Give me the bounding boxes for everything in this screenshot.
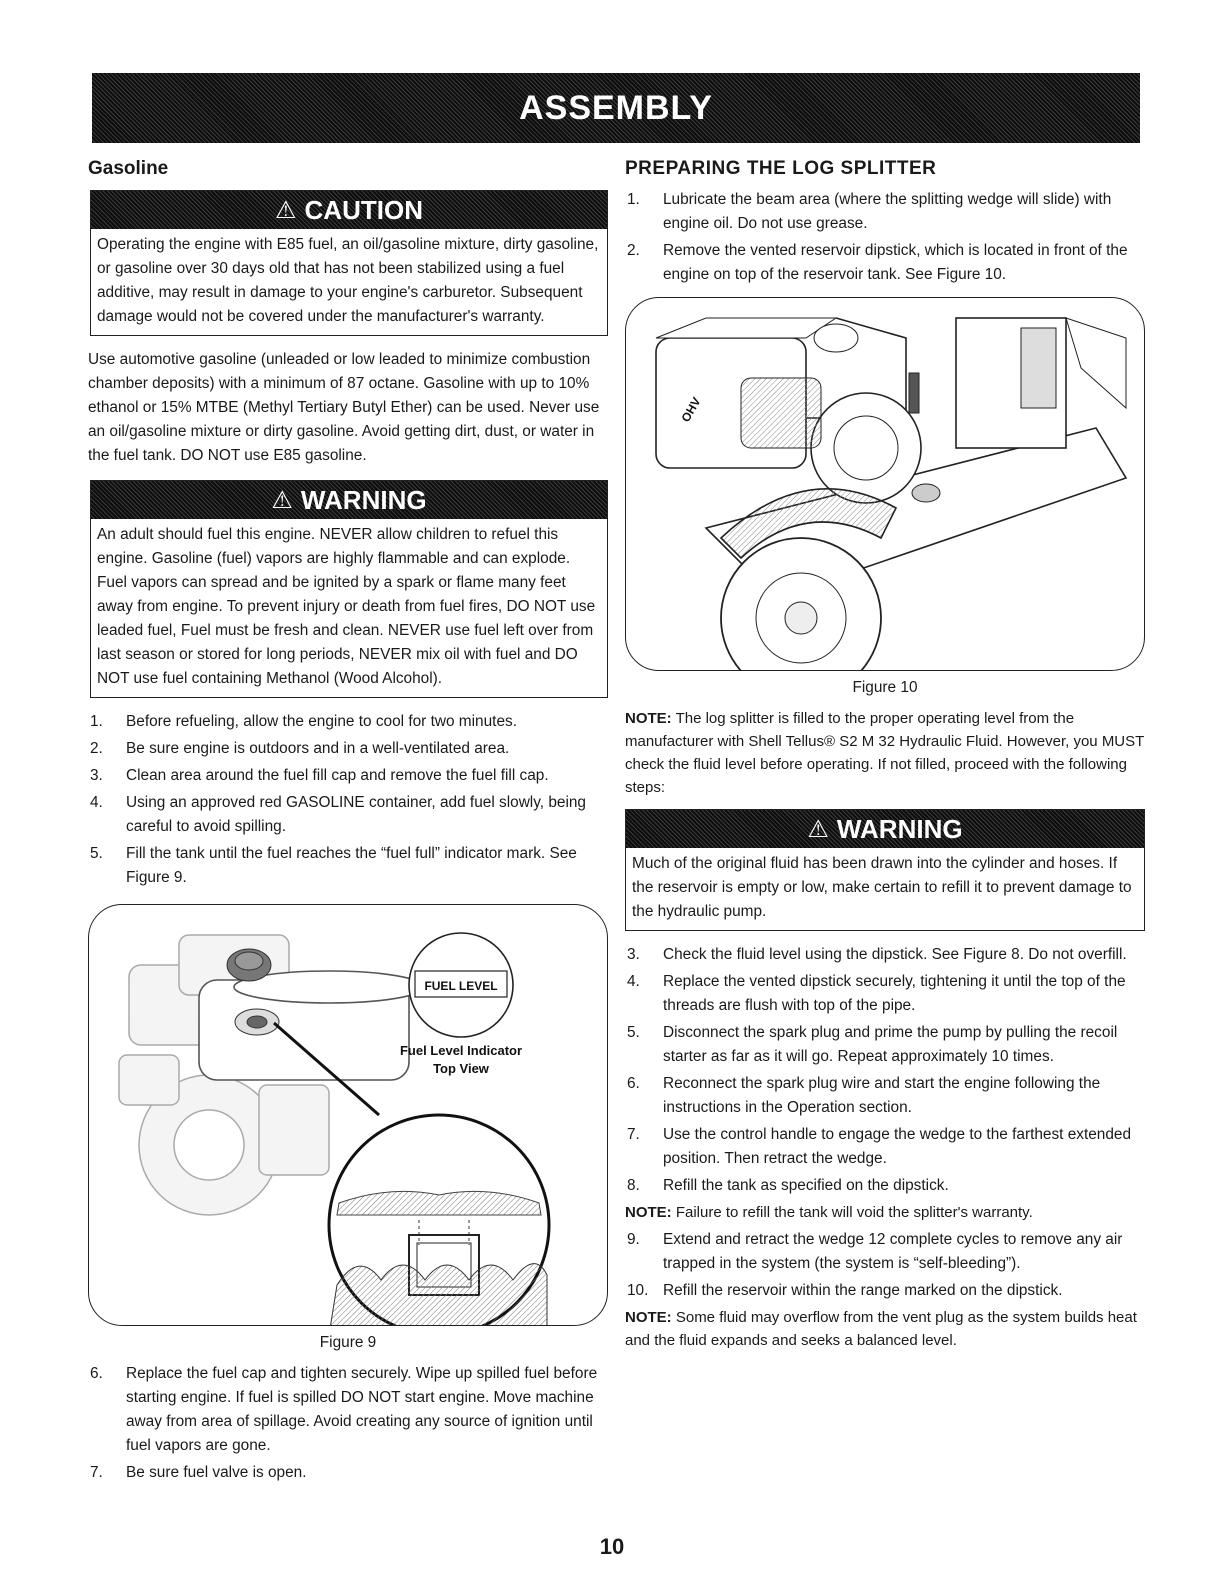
figure-9 — [88, 904, 608, 1326]
list-item: 2. Remove the vented reservoir dipstick, which is located in front of the engine on top of the reservoir tank. See Figure 10. — [627, 242, 1128, 283]
log-splitter-engine-illustration — [626, 298, 1144, 670]
caution-triangle-icon: ⚠ — [275, 196, 297, 224]
hydraulic-warning-text: Much of the original fluid has been drawn into the cylinder and hoses. If the reservoir is empty or low, make certain to refill it to prevent damage to the hydraulic pump. — [632, 855, 1132, 920]
list-item: 6. Replace the fuel cap and tighten securely. Wipe up spilled fuel before starting engine. If fuel is spilled DO NOT start engine. Move machine away from area of spillage. Avoid creating any source of ignition until fuel vapors are gone. — [90, 1365, 598, 1454]
list-item: 2. Be sure engine is outdoors and in a well-ventilated area. — [90, 740, 510, 757]
fueling-steps — [88, 710, 608, 890]
fuel-warning-box — [90, 480, 608, 698]
list-item: 1. Lubricate the beam area (where the splitting wedge will slide) with engine oil. Do not use grease. — [627, 191, 1112, 232]
caution-label: CAUTION — [304, 194, 423, 225]
warranty-note: NOTE: Failure to refill the tank will void the splitter's warranty. — [625, 1204, 1033, 1221]
list-item: 6. Reconnect the spark plug wire and start the engine following the instructions in the Operation section. — [627, 1075, 1101, 1116]
list-item: 3. Clean area around the fuel fill cap and remove the fuel fill cap. — [90, 767, 549, 784]
hydraulic-warning-label: WARNING — [836, 813, 963, 844]
list-item: 4. Using an approved red GASOLINE container, add fuel slowly, being careful to avoid spilling. — [90, 794, 586, 835]
list-item: 7. Use the control handle to engage the wedge to the farthest extended position. Then retract the wedge. — [627, 1126, 1132, 1167]
warning-triangle-icon: ⚠ — [271, 486, 293, 514]
engine-fuel-tank-illustration — [89, 905, 607, 1325]
list-item: 8. Refill the tank as specified on the dipstick. — [627, 1177, 949, 1194]
caution-header — [91, 191, 607, 229]
preparing-heading: PREPARING THE LOG SPLITTER — [625, 158, 937, 179]
fuel-level-inset-label: FUEL LEVEL — [424, 979, 498, 993]
fluid-note: NOTE: The log splitter is filled to the proper operating level from the manufacturer with Shell Tellus® S2 M 32 Hydraulic Fluid. However, you MUST check the fluid level before operating. If not filled, proceed with the following steps: — [625, 710, 1145, 796]
fueling-steps-continued — [88, 1362, 608, 1485]
list-item: 10. Refill the reservoir within the range marked on the dipstick. — [627, 1282, 1063, 1299]
list-item: 4. Replace the vented dipstick securely, tightening it until the top of the threads are flush with top of the pipe. — [627, 973, 1126, 1014]
list-item: 5. Fill the tank until the fuel reaches the “fuel full” indicator mark. See Figure 9. — [90, 845, 577, 886]
right-column — [625, 158, 1145, 1356]
list-item: 5. Disconnect the spark plug and prime the pump by pulling the recoil starter as far as it will go. Repeat approximately 10 times. — [627, 1024, 1118, 1065]
fuel-warning-label: WARNING — [300, 484, 427, 515]
top-view-label: Top View — [433, 1061, 489, 1076]
gasoline-heading: Gasoline — [88, 158, 169, 179]
hydraulic-warning-header — [626, 810, 1144, 848]
fuel-warning-text: An adult should fuel this engine. NEVER allow children to refuel this engine. Gasoline (fuel) vapors are highly flammable and can explode. Fuel vapors can spread and be ignited by a spark or flame many feet away from engine. To prevent injury or death from fuel fires, DO NOT use leaded fuel, Fuel must be fresh and clean. NEVER use fuel left over from last season or stored for long periods, NEVER mix oil with fuel and DO NOT use fuel containing Methanol (Wood Alcohol). — [97, 526, 596, 687]
overflow-note: NOTE: Some fluid may overflow from the vent plug as the system builds heat and the fluid expands and seeks a balanced level. — [625, 1309, 1137, 1349]
figure-10 — [625, 297, 1145, 671]
fuel-level-indicator-label: Fuel Level Indicator — [399, 1043, 523, 1058]
warning-triangle-icon: ⚠ — [807, 815, 829, 843]
fuel-warning-header — [91, 481, 607, 519]
list-item: 7. Be sure fuel valve is open. — [90, 1464, 307, 1481]
caution-box — [90, 190, 608, 336]
figure-9-caption: Figure 9 — [319, 1334, 377, 1351]
fluid-steps — [625, 943, 1145, 1198]
page-number: 10 — [599, 1534, 625, 1559]
gasoline-intro: Use automotive gasoline (unleaded or low leaded to minimize combustion chamber deposits) with a minimum of 87 octane. Gasoline with up to 10% ethanol or 15% MTBE (Methyl Tertiary Butyl Ether) can be used. Never use an oil/gasoline mixture or dirty gasoline. Avoid getting dirt, dust, or water in the fuel tank. DO NOT use E85 gasoline. — [88, 351, 600, 464]
fluid-steps-continued — [625, 1228, 1145, 1303]
list-item: 1. Before refueling, allow the engine to cool for two minutes. — [90, 713, 517, 730]
left-column — [88, 158, 608, 1488]
list-item: 9. Extend and retract the wedge 12 complete cycles to remove any air trapped in the system (the system is “self-bleeding”). — [627, 1231, 1123, 1272]
figure-10-caption: Figure 10 — [852, 679, 918, 696]
ohv-engine-label: OHV — [678, 394, 704, 425]
preparing-steps — [625, 188, 1145, 287]
list-item: 3. Check the fluid level using the dipstick. See Figure 8. Do not overfill. — [627, 946, 1127, 963]
section-title: ASSEMBLY — [519, 88, 713, 127]
caution-text: Operating the engine with E85 fuel, an oil/gasoline mixture, dirty gasoline, or gasoline over 30 days old that has not been stabilized using a fuel additive, may result in damage to your engine's carburetor. Subsequent damage would not be covered under the manufacturer's warranty. — [97, 236, 599, 325]
hydraulic-warning-box — [625, 809, 1145, 931]
section-banner — [92, 73, 1140, 143]
